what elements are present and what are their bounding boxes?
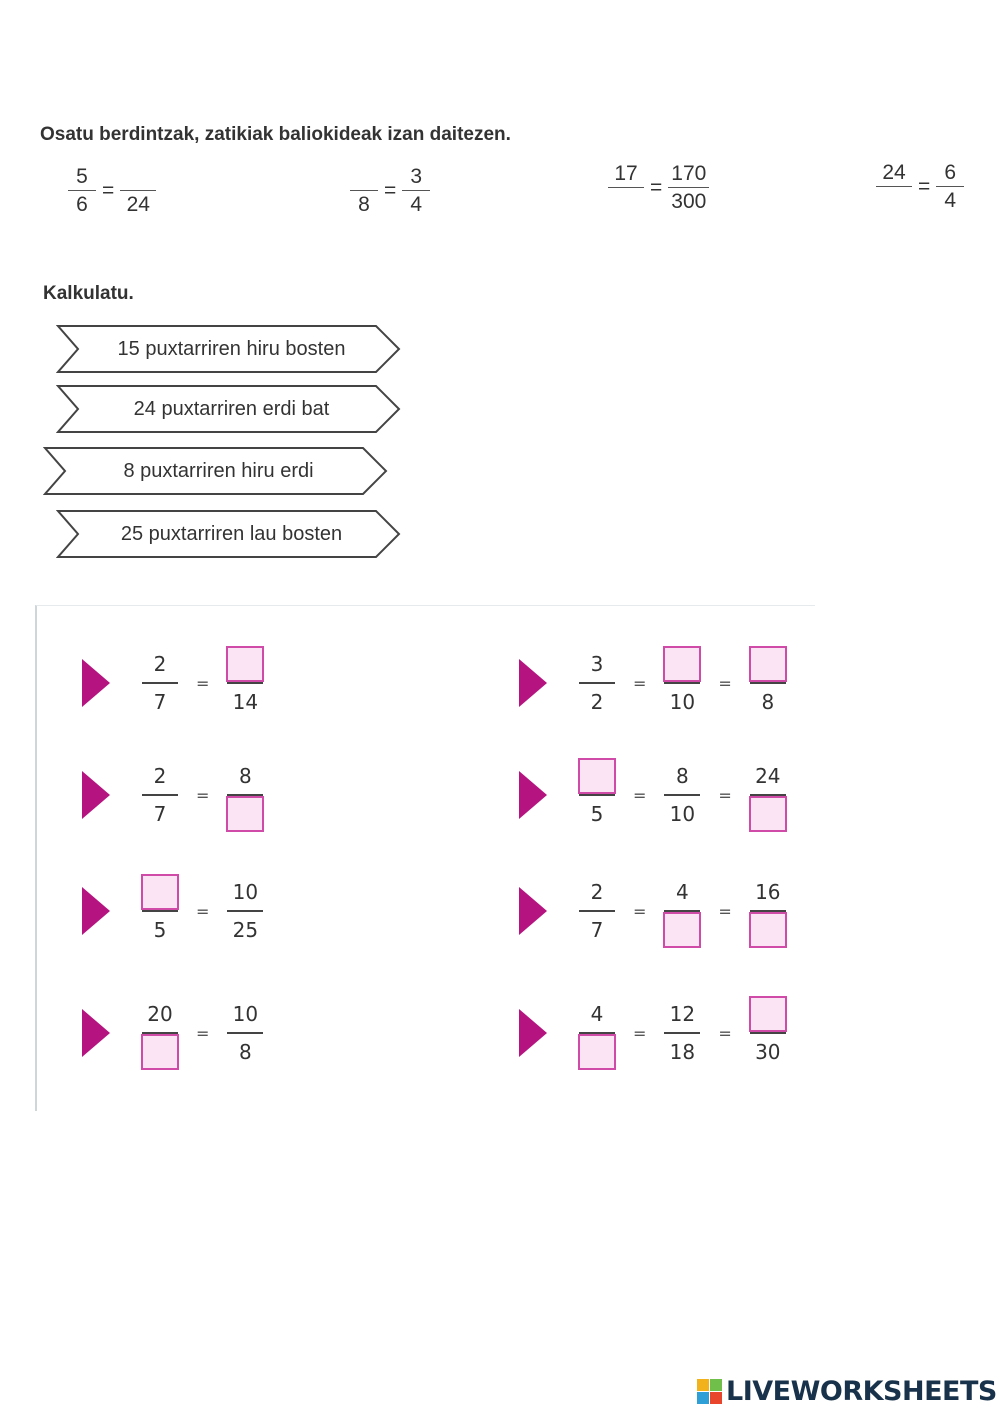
denominator-answer-box[interactable] — [749, 912, 787, 948]
numerator: 16 — [755, 880, 781, 904]
fraction — [140, 996, 180, 1070]
play-triangle-icon — [519, 659, 547, 707]
numerator: 20 — [147, 1002, 173, 1026]
equals-sign: = — [633, 901, 647, 921]
fraction — [668, 160, 709, 215]
numerator: 2 — [153, 652, 167, 676]
fraction-cell — [141, 1034, 179, 1070]
fraction — [608, 160, 644, 215]
numerator: 2 — [590, 880, 604, 904]
fraction — [577, 996, 617, 1070]
fraction — [140, 646, 180, 720]
numerator: 10 — [232, 880, 259, 904]
numerator-answer-box[interactable] — [226, 646, 264, 682]
fraction-exercise-row — [519, 996, 788, 1070]
fraction-exercise-row — [519, 758, 788, 832]
play-triangle-icon — [519, 1009, 547, 1057]
equals-sign: = — [718, 673, 732, 693]
fraction — [748, 758, 788, 832]
denominator-answer-box[interactable] — [578, 1034, 616, 1070]
equivalent-fractions-panel — [35, 605, 815, 1111]
numerator-answer-box[interactable] — [663, 646, 701, 682]
logo-text: LIVEWORKSHEETS — [726, 1376, 997, 1407]
numerator-answer-box[interactable] — [749, 646, 787, 682]
numerator-answer-box[interactable] — [578, 758, 616, 794]
equation-3 — [608, 160, 709, 215]
numerator-answer-field[interactable] — [120, 163, 156, 190]
numerator: 24 — [755, 764, 781, 788]
play-triangle-icon — [82, 1009, 110, 1057]
fraction — [225, 758, 265, 832]
numerator: 12 — [669, 1002, 696, 1026]
numerator: 8 — [676, 764, 689, 788]
section1-title: Osatu berdintzak, zatikiak baliokideak izan daitezen. — [40, 124, 511, 145]
denominator: 5 — [590, 802, 604, 826]
fraction — [662, 646, 702, 720]
denominator: 25 — [232, 918, 259, 942]
fraction — [662, 874, 702, 948]
fraction-cell — [578, 758, 616, 794]
denominator-answer-box[interactable] — [226, 796, 264, 832]
equals-sign: = — [196, 901, 210, 921]
numerator: 8 — [239, 764, 252, 788]
denominator: 14 — [232, 690, 259, 714]
fraction — [748, 646, 788, 720]
fraction-exercise-row — [82, 646, 265, 720]
equals-sign: = — [718, 901, 732, 921]
fraction — [748, 996, 788, 1070]
numerator: 170 — [671, 162, 707, 185]
denominator-answer-box[interactable] — [663, 912, 701, 948]
denominator-answer-field[interactable] — [608, 188, 644, 215]
fraction — [577, 646, 617, 720]
numerator: 4 — [676, 880, 689, 904]
denominator: 5 — [153, 918, 167, 942]
denominator: 300 — [671, 190, 707, 213]
numerator-answer-box[interactable] — [141, 874, 179, 910]
denominator: 7 — [153, 690, 167, 714]
denominator: 24 — [126, 193, 150, 216]
equals-sign: = — [633, 673, 647, 693]
equals-sign: = — [196, 1023, 210, 1043]
calculate-item-label: 8 puxtarriren hiru erdi — [123, 459, 314, 482]
liveworksheets-logo — [697, 1376, 997, 1407]
fraction — [68, 163, 96, 218]
fraction-cell — [226, 796, 264, 832]
denominator: 4 — [944, 189, 957, 212]
denominator-answer-field[interactable] — [876, 187, 912, 214]
numerator-answer-box[interactable] — [749, 996, 787, 1032]
fraction — [140, 758, 180, 832]
equation-1 — [68, 163, 156, 218]
denominator: 18 — [669, 1040, 696, 1064]
numerator: 3 — [410, 165, 423, 188]
fraction-cell — [749, 912, 787, 948]
calculate-item-label: 25 puxtarriren lau bosten — [120, 522, 343, 545]
fraction — [662, 996, 702, 1070]
equals-sign: = — [196, 673, 210, 693]
fraction-cell — [749, 646, 787, 682]
numerator: 4 — [590, 1002, 604, 1026]
denominator: 10 — [669, 690, 696, 714]
fraction-cell — [663, 646, 701, 682]
fraction-exercise-row — [82, 758, 265, 832]
fraction-cell — [578, 1034, 616, 1070]
denominator-answer-box[interactable] — [141, 1034, 179, 1070]
denominator: 7 — [153, 802, 167, 826]
equals-sign: = — [102, 178, 115, 202]
fraction — [577, 758, 617, 832]
equation-4 — [876, 159, 964, 214]
calculate-item-3[interactable] — [43, 446, 388, 496]
denominator: 2 — [590, 690, 604, 714]
fraction-cell — [663, 912, 701, 948]
fraction — [225, 646, 265, 720]
fraction — [662, 758, 702, 832]
fraction — [140, 874, 180, 948]
play-triangle-icon — [82, 771, 110, 819]
equation-2 — [350, 163, 430, 218]
calculate-item-1[interactable] — [56, 324, 401, 374]
section2-title: Kalkulatu. — [43, 283, 134, 304]
denominator: 8 — [239, 1040, 252, 1064]
calculate-item-label: 15 puxtarriren hiru bosten — [117, 337, 346, 360]
fraction — [748, 874, 788, 948]
equals-sign: = — [196, 785, 210, 805]
equals-sign: = — [718, 785, 732, 805]
equals-sign: = — [633, 785, 647, 805]
denominator: 10 — [669, 802, 696, 826]
fraction-exercise-row — [82, 874, 265, 948]
denominator: 30 — [755, 1040, 781, 1064]
fraction — [120, 163, 156, 218]
numerator: 6 — [944, 161, 957, 184]
equals-sign: = — [650, 175, 663, 199]
play-triangle-icon — [519, 771, 547, 819]
calculate-item-2[interactable] — [56, 384, 401, 434]
denominator-answer-box[interactable] — [749, 796, 787, 832]
calculate-item-4[interactable] — [56, 509, 401, 559]
fraction-exercise-row — [519, 874, 788, 948]
fraction — [350, 163, 378, 218]
equals-sign: = — [633, 1023, 647, 1043]
play-triangle-icon — [82, 659, 110, 707]
equals-sign: = — [918, 174, 931, 198]
fraction-cell — [141, 874, 179, 910]
fraction-cell — [749, 796, 787, 832]
denominator: 8 — [358, 193, 370, 216]
numerator: 3 — [590, 652, 604, 676]
calculate-item-label: 24 puxtarriren erdi bat — [133, 397, 330, 420]
fraction-cell — [226, 646, 264, 682]
numerator: 5 — [76, 165, 88, 188]
fraction — [225, 874, 265, 948]
equals-sign: = — [718, 1023, 732, 1043]
numerator: 10 — [232, 1002, 259, 1026]
numerator-answer-field[interactable] — [361, 163, 367, 190]
denominator: 8 — [761, 690, 775, 714]
denominator: 7 — [590, 918, 604, 942]
fraction — [577, 874, 617, 948]
denominator: 6 — [76, 193, 88, 216]
fraction-exercise-row — [82, 996, 265, 1070]
fraction-cell — [749, 996, 787, 1032]
fraction-exercise-row — [519, 646, 788, 720]
fraction — [876, 159, 912, 214]
play-triangle-icon — [82, 887, 110, 935]
liveworksheets-logo-icon — [697, 1379, 722, 1404]
numerator: 2 — [153, 764, 167, 788]
fraction — [402, 163, 430, 218]
fraction — [936, 159, 964, 214]
denominator: 4 — [410, 193, 423, 216]
fraction — [225, 996, 265, 1070]
numerator: 17 — [614, 162, 638, 185]
equals-sign: = — [384, 178, 397, 202]
numerator: 24 — [882, 161, 906, 184]
play-triangle-icon — [519, 887, 547, 935]
